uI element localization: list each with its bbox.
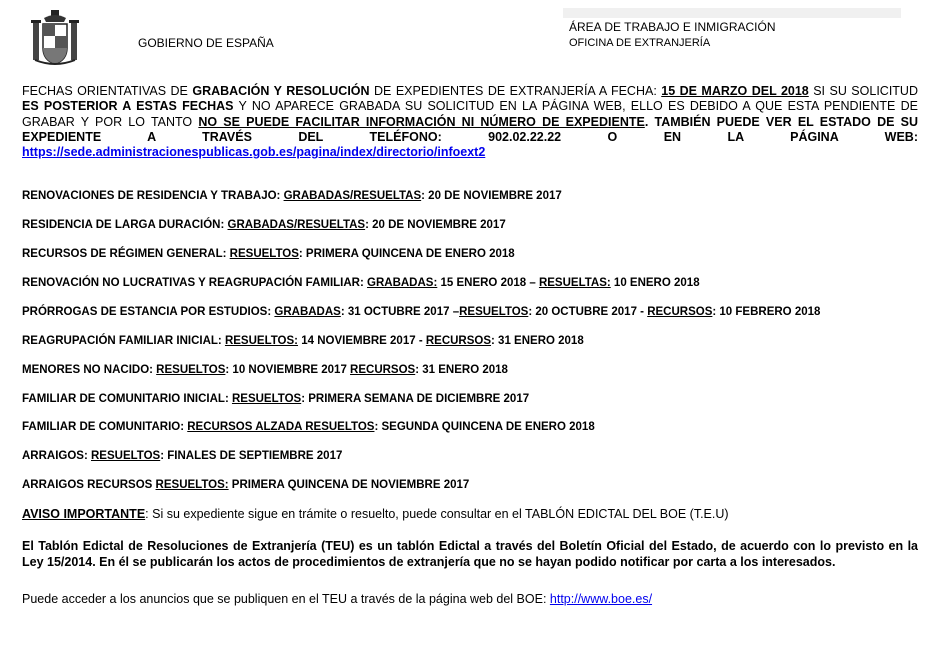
boe-line: Puede acceder a los anuncios que se publiquen en el TEU a través de la página web del BOE: http://www.boe.es/: [22, 592, 653, 606]
row-prorrogas-estudios: PRÓRROGAS DE ESTANCIA POR ESTUDIOS: GRABADAS: 31 OCTUBRE 2017 –RESUELTOS: 20 OCTUBRE 2017 - RECURSOS: 10 FEBRERO 2018: [22, 306, 821, 318]
row-recursos-general: RECURSOS DE RÉGIMEN GENERAL: RESUELTOS: PRIMERA QUINCENA DE ENERO 2018: [22, 248, 515, 260]
intro-paragraph: FECHAS ORIENTATIVAS DE GRABACIÓN Y RESOLUCIÓN DE EXPEDIENTES DE EXTRANJERÍA A FECHA: 15 DE MARZO DEL 2018 SI SU SOLICITUD ES POSTERIOR A ESTAS FECHAS Y NO APARECE GRABADA SU SOLICITUD EN LA PÁGINA WEB, ELLO ES DEBIDO A QUE ESTA PENDIENTE DE GRABAR Y POR LO TANTO NO SE PUEDE FACILITAR INFORMACIÓN NI NÚMERO DE EXPEDIENTE. TAMBIÉN PUEDE VER EL ESTADO DE SU EXPEDIENTE A TRAVÉS DEL TELÉFONO: 902.02.22.22 O EN LA PÁGINA WEB: https://sede.administracionespublicas.gob.es/pagina/index/directorio/infoext2: [22, 84, 918, 160]
boe-link[interactable]: http://www.boe.es/: [549, 592, 653, 606]
government-label: GOBIERNO DE ESPAÑA: [138, 36, 274, 50]
area-title: ÁREA DE TRABAJO E INMIGRACIÓN: [569, 20, 776, 34]
teu-paragraph: El Tablón Edictal de Resoluciones de Extranjería (TEU) es un tablón Edictal a través del Boletín Oficial del Estado, de acuerdo con lo previsto en la Ley 15/2014. En él se publicarán los actos de procedimientos de extranjería que no se hayan podido notificar por carta a los interesados.: [22, 539, 918, 569]
coat-of-arms-icon: [30, 8, 80, 70]
row-no-lucrativas: RENOVACIÓN NO LUCRATIVAS Y REAGRUPACIÓN FAMILIAR: GRABADAS: 15 ENERO 2018 – RESUELTAS: 10 ENERO 2018: [22, 277, 700, 289]
aviso-importante: AVISO IMPORTANTE: Si su expediente sigue en trámite o resuelto, puede consultar en el TABLÓN EDICTAL DEL BOE (T.E.U): [22, 507, 729, 521]
row-familiar-comunitario-inicial: FAMILIAR DE COMUNITARIO INICIAL: RESUELTOS: PRIMERA SEMANA DE DICIEMBRE 2017: [22, 393, 530, 405]
row-arraigos-recursos: ARRAIGOS RECURSOS RESUELTOS: PRIMERA QUINCENA DE NOVIEMBRE 2017: [22, 479, 470, 491]
row-reagrupacion-inicial: REAGRUPACIÓN FAMILIAR INICIAL: RESUELTOS: 14 NOVIEMBRE 2017 - RECURSOS: 31 ENERO 2018: [22, 335, 584, 347]
header-shade: [563, 8, 901, 18]
row-familiar-comunitario: FAMILIAR DE COMUNITARIO: RECURSOS ALZADA RESUELTOS: SEGUNDA QUINCENA DE ENERO 2018: [22, 421, 595, 433]
row-arraigos: ARRAIGOS: RESUELTOS: FINALES DE SEPTIEMBRE 2017: [22, 450, 343, 462]
row-larga-duracion: RESIDENCIA DE LARGA DURACIÓN: GRABADAS/RESUELTAS: 20 DE NOVIEMBRE 2017: [22, 219, 506, 231]
office-title: OFICINA DE EXTRANJERÍA: [569, 37, 711, 49]
sede-link[interactable]: https://sede.administracionespublicas.gob.es/pagina/index/directorio/infoext2: [22, 145, 486, 160]
row-menores-no-nacido: MENORES NO NACIDO: RESUELTOS: 10 NOVIEMBRE 2017 RECURSOS: 31 ENERO 2018: [22, 364, 508, 376]
row-renovaciones: RENOVACIONES DE RESIDENCIA Y TRABAJO: GRABADAS/RESUELTAS: 20 DE NOVIEMBRE 2017: [22, 190, 562, 202]
